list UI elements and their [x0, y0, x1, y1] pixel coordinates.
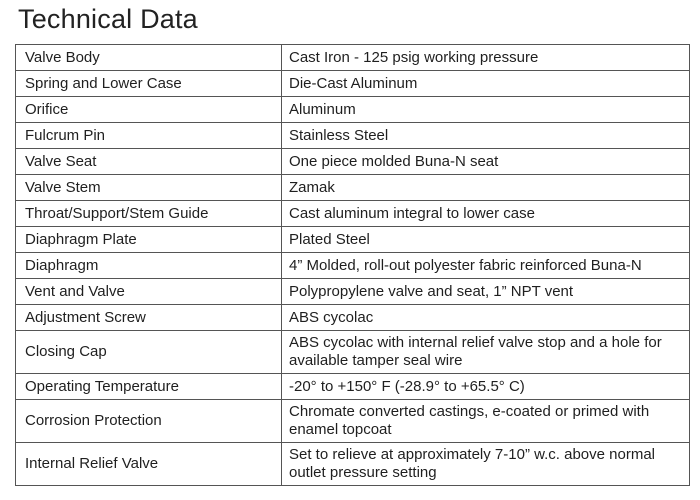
row-label: Fulcrum Pin	[16, 123, 282, 149]
table-row-spring-lower-case	[16, 71, 690, 97]
row-value: Polypropylene valve and seat, 1” NPT vent	[282, 279, 690, 305]
table-row-diaphragm-plate	[16, 227, 690, 253]
table-row-valve-body	[16, 45, 690, 71]
row-label: Diaphragm Plate	[16, 227, 282, 253]
table-row-diaphragm	[16, 253, 690, 279]
row-value: -20° to +150° F (-28.9° to +65.5° C)	[282, 374, 690, 400]
table-row-corrosion-protection	[16, 400, 690, 443]
row-label: Operating Temperature	[16, 374, 282, 400]
row-value: Zamak	[282, 175, 690, 201]
table-row-closing-cap	[16, 331, 690, 374]
table-row-valve-seat	[16, 149, 690, 175]
table-row-internal-relief-valve	[16, 443, 690, 486]
table-row-valve-stem	[16, 175, 690, 201]
row-value: Cast Iron - 125 psig working pressure	[282, 45, 690, 71]
technical-data-table	[15, 44, 690, 486]
row-label: Diaphragm	[16, 253, 282, 279]
table-row-operating-temperature	[16, 374, 690, 400]
row-value: Set to relieve at approximately 7-10” w.c. above normal outlet pressure setting	[282, 443, 690, 486]
table-row-adjustment-screw	[16, 305, 690, 331]
table-row-fulcrum-pin	[16, 123, 690, 149]
row-label: Valve Body	[16, 45, 282, 71]
page-title: Technical Data	[18, 4, 198, 34]
row-value: Plated Steel	[282, 227, 690, 253]
row-label: Adjustment Screw	[16, 305, 282, 331]
row-label: Valve Seat	[16, 149, 282, 175]
row-value: Stainless Steel	[282, 123, 690, 149]
row-value: ABS cycolac with internal relief valve stop and a hole for available tamper seal wire	[282, 331, 690, 374]
row-label: Internal Relief Valve	[16, 443, 282, 486]
row-label: Orifice	[16, 97, 282, 123]
row-value: Die-Cast Aluminum	[282, 71, 690, 97]
table-row-vent-and-valve	[16, 279, 690, 305]
row-label: Valve Stem	[16, 175, 282, 201]
row-label: Vent and Valve	[16, 279, 282, 305]
row-label: Corrosion Protection	[16, 400, 282, 443]
row-value: ABS cycolac	[282, 305, 690, 331]
row-value: Cast aluminum integral to lower case	[282, 201, 690, 227]
table-row-orifice	[16, 97, 690, 123]
row-label: Spring and Lower Case	[16, 71, 282, 97]
table-row-throat-support-stem-guide	[16, 201, 690, 227]
row-value: 4” Molded, roll-out polyester fabric reinforced Buna-N	[282, 253, 690, 279]
row-value: Chromate converted castings, e-coated or primed with enamel topcoat	[282, 400, 690, 443]
row-value: One piece molded Buna-N seat	[282, 149, 690, 175]
row-label: Throat/Support/Stem Guide	[16, 201, 282, 227]
row-label: Closing Cap	[16, 331, 282, 374]
row-value: Aluminum	[282, 97, 690, 123]
